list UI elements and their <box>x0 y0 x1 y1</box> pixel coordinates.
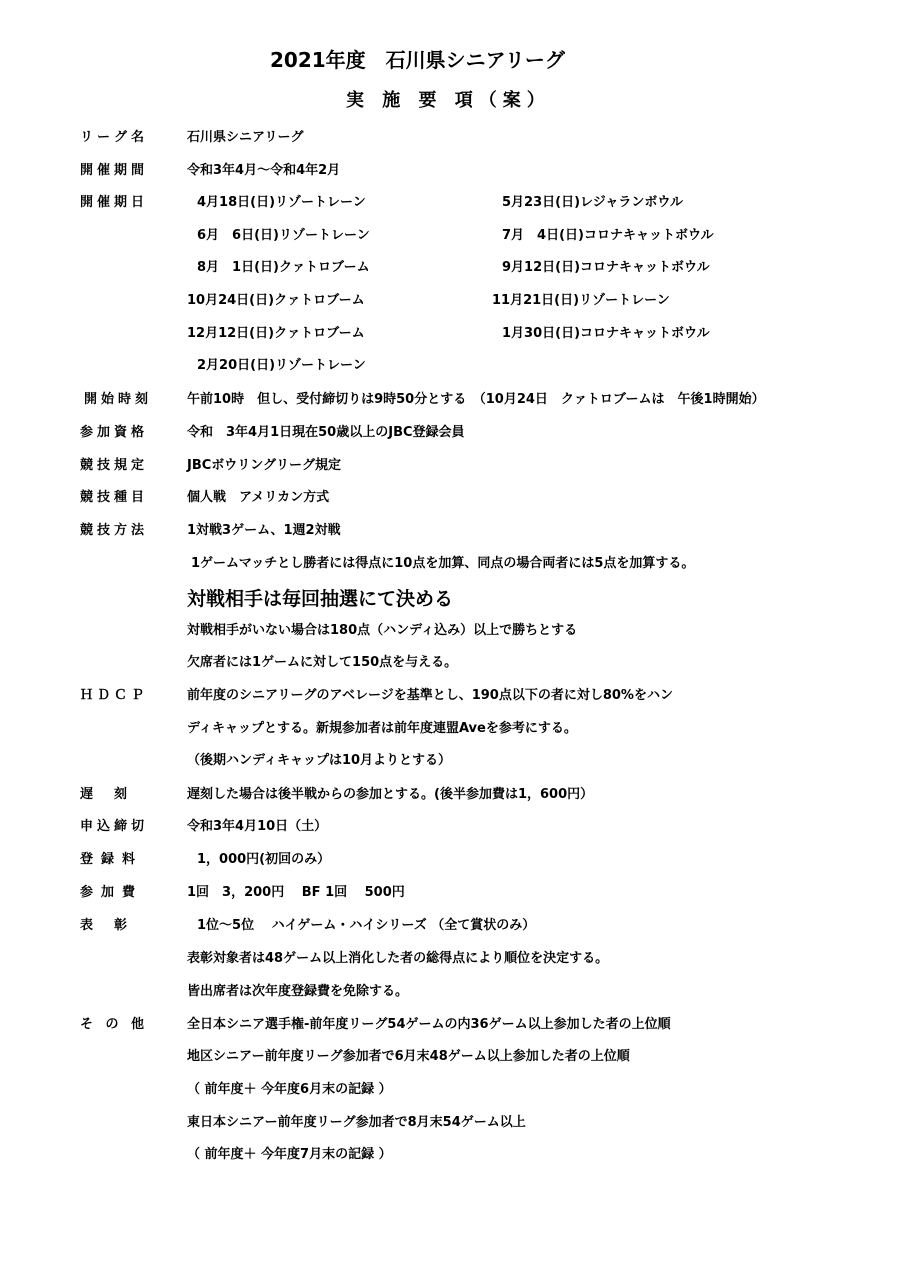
awards-label: 表 彰 <box>80 918 132 933</box>
awards-line: 表彰対象者は48ゲーム以上消化した者の総得点により順位を決定する。 <box>187 951 609 966</box>
eligibility-value: 令和 3年4月1日現在50歳以上のJBC登録会員 <box>187 425 465 440</box>
event-label: 競技種目 <box>80 490 149 505</box>
fee-label: 参加費 <box>80 885 144 900</box>
date-item: 4月18日(日)リゾートレーン <box>197 195 366 210</box>
method-label: 競技方法 <box>80 523 149 538</box>
fee-value: 1回 3，200円 BF 1回 500円 <box>187 885 405 900</box>
late-label: 遅 刻 <box>80 787 132 802</box>
doc-subtitle: 実 施 要 項（案） <box>346 90 551 111</box>
rules-value: JBCボウリングリーグ規定 <box>187 458 342 473</box>
date-item: 11月21日(日)リゾートレーン <box>492 293 670 308</box>
method-line: 対戦相手がいない場合は180点（ハンディ込み）以上で勝ちとする <box>187 623 578 638</box>
period-label: 開催期間 <box>80 163 149 178</box>
awards-line: 皆出席者は次年度登録費を免除する。 <box>187 984 409 999</box>
reg-fee-value: 1，000円(初回のみ） <box>197 852 331 867</box>
hdcp-line: （後期ハンディキャップは10月よりとする） <box>187 753 452 768</box>
date-item: 10月24日(日)クァトロブーム <box>187 293 365 308</box>
date-item: 9月12日(日)コロナキャットボウル <box>502 260 710 275</box>
hdcp-label: ＨＤＣＰ <box>80 688 149 703</box>
eligibility-label: 参加資格 <box>80 425 149 440</box>
reg-fee-label: 登録料 <box>80 852 144 867</box>
other-line: （ 前年度＋ 今年度7月末の記録 ） <box>187 1147 392 1162</box>
rules-label: 競技規定 <box>80 458 149 473</box>
date-item: 1月30日(日)コロナキャットボウル <box>502 326 710 341</box>
date-item: 5月23日(日)レジャランボウル <box>502 195 684 210</box>
late-value: 遅刻した場合は後半戦からの参加とする。(後半参加費は1，600円） <box>187 787 594 802</box>
start-time-value: 午前10時 但し、受付締切りは9時50分とする （10月24日 クァトロブームは 午後1時開始） <box>187 392 765 407</box>
other-line: 東日本シニアー前年度リーグ参加者で8月末54ゲーム以上 <box>187 1115 526 1130</box>
date-item: 7月 4日(日)コロナキャットボウル <box>502 228 714 243</box>
date-item: 12月12日(日)クァトロブーム <box>187 326 365 341</box>
date-item: 6月 6日(日)リゾートレーン <box>197 228 370 243</box>
date-item: 8月 1日(日)クァトロブーム <box>197 260 370 275</box>
method-line: 1対戦3ゲーム、1週2対戦 <box>187 523 341 538</box>
doc-title: 2021年度 石川県シニアリーグ <box>270 48 565 72</box>
other-line: （ 前年度＋ 今年度6月末の記録 ） <box>187 1082 392 1097</box>
period-value: 令和3年4月～令和4年2月 <box>187 163 341 178</box>
deadline-label: 申込締切 <box>80 819 149 834</box>
method-line: 1ゲームマッチとし勝者には得点に10点を加算、同点の場合両者には5点を加算する。 <box>191 556 695 571</box>
other-line: 地区シニアー前年度リーグ参加者で6月末48ゲーム以上参加した者の上位順 <box>187 1049 630 1064</box>
awards-line: 1位～5位 ハイゲーム・ハイシリーズ （全て賞状のみ） <box>197 918 536 933</box>
deadline-value: 令和3年4月10日（土） <box>187 819 328 834</box>
method-line-emphasis: 対戦相手は毎回抽選にて決める <box>187 588 454 610</box>
dates-label: 開催期日 <box>80 195 149 210</box>
date-item: 2月20日(日)リゾートレーン <box>197 358 366 373</box>
league-name-label: リーグ名 <box>80 130 149 145</box>
start-time-label: 開始時刻 <box>84 392 153 407</box>
other-line: 全日本シニア選手権-前年度リーグ54ゲームの内36ゲーム以上参加した者の上位順 <box>187 1017 671 1032</box>
hdcp-line: 前年度のシニアリーグのアベレージを基準とし、190点以下の者に対し80%をハン <box>187 688 673 703</box>
method-line: 欠席者には1ゲームに対して150点を与える。 <box>187 655 458 670</box>
event-value: 個人戦 アメリカン方式 <box>187 490 330 505</box>
hdcp-line: ディキャップとする。新規参加者は前年度連盟Aveを参考にする。 <box>187 721 577 736</box>
league-name-value: 石川県シニアリーグ <box>187 130 304 145</box>
other-label: そ の 他 <box>80 1017 149 1032</box>
